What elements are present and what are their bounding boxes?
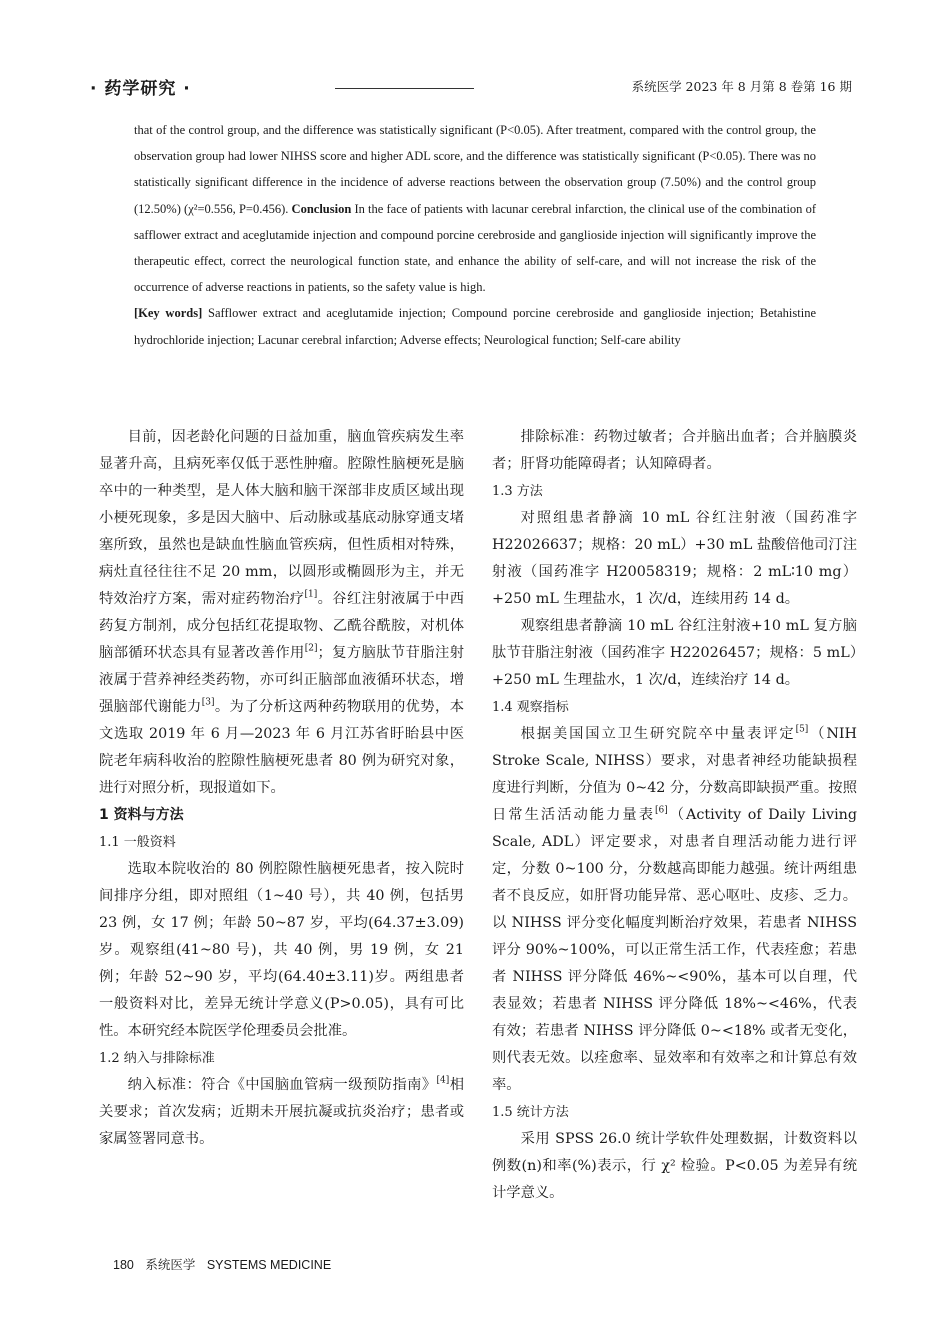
page-number: 180	[113, 1258, 134, 1272]
footer-journal-en: SYSTEMS MEDICINE	[206, 1258, 332, 1272]
abstract-results: that of the control group, and the difference was statistically significant (P<0.05). After treatment, compared with the control group, the observation group had lower NIHSS score and higher ADL score, and the difference was statistically significant (P<0.05). There was no statistically significant difference in the incidence of adverse reactions between the observation group (7.50%) and the control group (12.50%) (χ²=0.556, P=0.456).	[134, 123, 816, 216]
right-column	[492, 424, 857, 1207]
page-footer	[113, 1255, 339, 1273]
page-header	[90, 74, 852, 102]
control-method-paragraph: 对照组患者静滴 10 mL 谷红注射液（国药准字 H22026637；规格：20 mL）+30 mL 盐酸倍他司汀注射液（国药准字 H20058319；规格：2 mL∶10 mg）+250 mL 生理盐水，1 次/d，连续用药 14 d。	[492, 510, 857, 607]
inclusion-text-b: 相关要求；首次发病；近期未开展抗凝或抗炎治疗；患者或家属签署同意书。	[99, 1077, 465, 1147]
keywords-text: Safflower extract and aceglutamide injection; Compound porcine cerebroside and ganglioside injection; Betahistine hydrochloride injection; Lacunar cerebral infarction; Adverse effects; Neurological function; Self-care ability	[134, 306, 816, 347]
section-title: · 药学研究 ·	[90, 79, 191, 99]
header-divider	[335, 88, 474, 89]
citation-ref: [4]	[436, 1075, 450, 1086]
section-heading: 1 资料与方法	[99, 807, 184, 823]
subsection-heading: 1.4 观察指标	[492, 700, 569, 715]
introduction-paragraph	[99, 424, 464, 802]
citation-ref: [1]	[304, 589, 318, 600]
keywords-label: [Key words]	[134, 306, 203, 321]
left-column	[99, 424, 464, 1153]
inclusion-text-a: 纳入标准：符合《中国脑血管病一级预防指南》	[127, 1077, 437, 1093]
footer-journal-cn: 系统医学	[145, 1258, 196, 1272]
intro-text-a: 目前，因老龄化问题的日益加重，脑血管疾病发生率显著升高，且病死率仅低于恶性肿瘤。腔隙性脑梗死是脑卒中的一种类型，是人体大脑和脑干深部非皮质区域出现小梗死现象，多是因大脑中、后动脉或基底动脉穿通支堵塞所致，虽然也是缺血性脑血管疾病，但性质相对特殊，病灶直径往往不足 20 mm，以圆形或椭圆形为主，并无特效治疗方案，需对症药物治疗	[99, 429, 464, 607]
subsection-heading: 1.2 纳入与排除标准	[99, 1051, 215, 1066]
indicators-text-a: 根据美国国立卫生研究院卒中量表评定	[520, 726, 796, 742]
indicators-text-b: （NIH Stroke Scale, NIHSS）要求，对患者神经功能缺损程度进行判断，分值为 0~42 分，分数高即缺损严重。按照日常生活活动能力量表	[492, 726, 857, 823]
conclusion-text: In the face of patients with lacunar cerebral infarction, the clinical use of the combination of safflower extract and aceglutamide injection and compound porcine cerebroside and ganglioside injection will significantly improve the therapeutic effect, correct the neurological function state, and enhance the ability of self-care, and will not increase the risk of the occurrence of adverse reactions in patients, so the safety value is high.	[134, 201, 816, 295]
general-data-paragraph: 选取本院收治的 80 例腔隙性脑梗死患者，按入院时间排序分组，即对照组（1~40 号），共 40 例，包括男 23 例，女 17 例；年龄 50~87 岁，平均(64.37±3.09)岁。观察组(41~80 号)，共 40 例，男 19 例，女 21 例；年龄 52~90 岁，平均(64.40±3.11)岁。两组患者一般资料对比，差异无统计学意义(P>0.05)，具有可比性。本研究经本院医学伦理委员会批准。	[99, 861, 464, 1039]
conclusion-label: Conclusion	[291, 201, 352, 216]
indicators-paragraph	[492, 721, 857, 1099]
indicators-text-c: （Activity of Daily Living Scale, ADL）评定要求，对患者自理活动能力进行评定，分数 0~100 分，分数越高即能力越强。统计两组患者不良反应，如肝肾功能异常、恶心呕吐、皮疹、乏力。以 NIHSS 评分变化幅度判断治疗效果，若患者 NIHSS 评分 90%~100%，可以正常生活工作，代表痊愈；若患者 NIHSS 评分降低 46%~<90%，基本可以自理，代表显效；若患者 NIHSS 评分降低 18%~<46%，代表有效；若患者 NIHSS 评分降低 0~<18% 或者无变化，则代表无效。以痊愈率、显效率和有效率之和计算总有效率。	[492, 807, 857, 1093]
citation-ref: [3]	[201, 697, 215, 708]
citation-ref: [5]	[795, 724, 809, 735]
intro-text-c: ；复方脑肽节苷脂注射液属于营养神经类药物，亦可纠正脑部血液循环状态，增强脑部代谢能力	[99, 645, 465, 715]
subsection-heading: 1.5 统计方法	[492, 1105, 569, 1120]
observation-method-paragraph: 观察组患者静滴 10 mL 谷红注射液+10 mL 复方脑肽节苷脂注射液（国药准字 H22026457；规格：5 mL）+250 mL 生理盐水，1 次/d，连续治疗 14 d。	[492, 618, 857, 688]
journal-meta: 系统医学 2023 年 8 月第 8 卷第 16 期	[631, 79, 852, 94]
english-abstract	[134, 117, 816, 353]
subsection-heading: 1.1 一般资料	[99, 835, 176, 850]
subsection-heading: 1.3 方法	[492, 484, 543, 499]
exclusion-paragraph: 排除标准：药物过敏者；合并脑出血者；合并脑膜炎者；肝肾功能障碍者；认知障碍者。	[492, 429, 857, 472]
intro-text-d: 。为了分析这两种药物联用的优势，本文选取 2019 年 6 月—2023 年 6 月江苏省盱眙县中医院老年病科收治的腔隙性脑梗死患者 80 例为研究对象，进行对照分析，现报道如下。	[99, 699, 465, 796]
inclusion-paragraph	[99, 1072, 464, 1153]
citation-ref: [2]	[304, 643, 318, 654]
citation-ref: [6]	[655, 805, 668, 816]
statistics-paragraph: 采用 SPSS 26.0 统计学软件处理数据，计数资料以例数(n)和率(%)表示，行 χ² 检验。P<0.05 为差异有统计学意义。	[492, 1131, 857, 1201]
intro-text-b: 。谷红注射液属于中西药复方制剂，成分包括红花提取物、乙酰谷酰胺，对机体脑部循环状态具有显著改善作用	[99, 591, 465, 661]
